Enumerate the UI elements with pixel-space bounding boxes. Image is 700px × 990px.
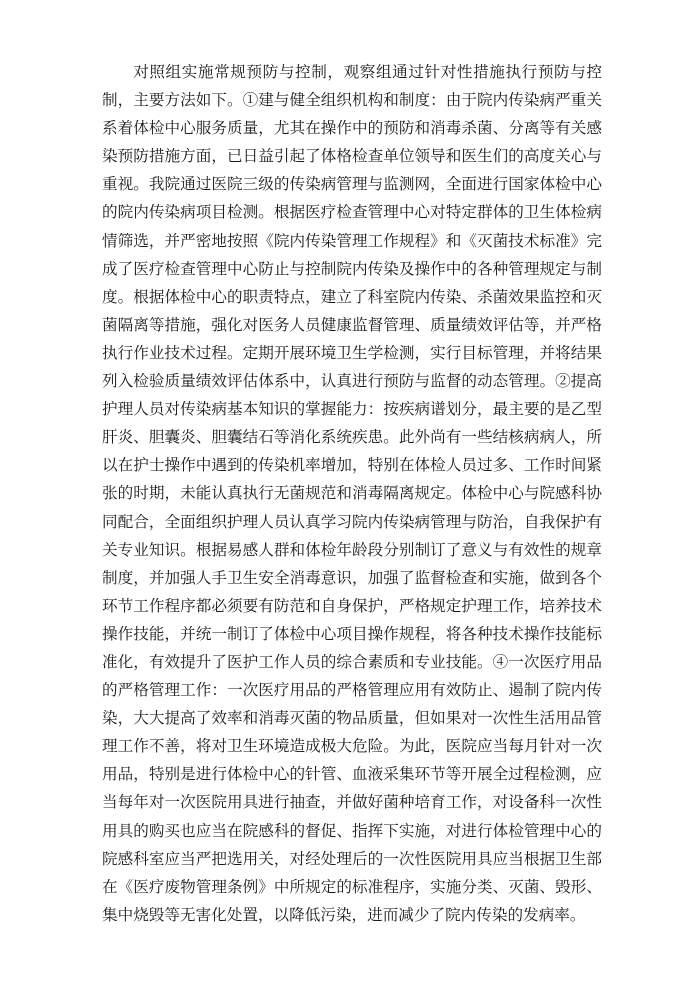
body-paragraph: 对照组实施常规预防与控制，观察组通过针对性措施执行预防与控制，主要方法如下。①建与健全组织机构和制度：由于院内传染病严重关系着体检中心服务质量，尤其在操作中的预防和消毒杀菌、分离等有关感染预防措施方面，已日益引起了体格检查单位领导和医生们的高度关心与重视。我院通过医院三级的传染病管理与监测网，全面进行国家体检中心的院内传染病项目检测。根据医疗检查管理中心对特定群体的卫生体检病情筛选，并严密地按照《院内传染管理工作规程》和《灭菌技术标准》完成了医疗检查管理中心防止与控制院内传染及操作中的各种管理规定与制度。根据体检中心的职责特点，建立了科室院内传染、杀菌效果监控和灭菌隔离等措施，强化对医务人员健康监督管理、质量绩效评估等，并严格执行作业技术过程。定期开展环境卫生学检测，实行目标管理，并将结果列入检验质量绩效评估体系中，认真进行预防与监督的动态管理。②提高护理人员对传染病基本知识的掌握能力：按疾病谱划分，最主要的是乙型肝炎、胆囊炎、胆囊结石等消化系统疾患。此外尚有一些结核病病人，所以在护士操作中遇到的传染机率增加，特别在体检人员过多、工作时间紧张的时期，未能认真执行无菌规范和消毒隔离规定。体检中心与院感科协同配合，全面组织护理人员认真学习院内传染病管理与防治，自我保护有关专业知识。根据易感人群和体检年龄段分别制订了意义与有效性的规章制度，并加强人手卫生安全消毒意识，加强了监督检查和实施，做到各个环节工作程序都必须要有防范和自身保护，严格规定护理工作，培养技术操作技能，并统一制订了体检中心项目操作规程，将各种技术操作技能标准化，有效提升了医护工作人员的综合素质和专业技能。④一次医疗用品的严格管理工作：一次医疗用品的严格管理应用有效防止、遏制了院内传染，大大提高了效率和消毒灭菌的物品质量，但如果对一次性生活用品管理工作不善，将对卫生环境造成极大危险。为此，医院应当每月针对一次用品，特别是进行体检中心的针管、血液采集环节等开展全过程检测，应当每年对一次医院用具进行抽查，并做好菌种培育工作，对设备科一次性用具的购买也应当在院感科的督促、指挥下实施，对进行体检管理中心的院感科室应当严把选用关，对经处理后的一次性医院用具应当根据卫生部在《医疗废物管理条例》中所规定的标准程序，实施分类、灭菌、毁形、集中烧毁等无害化处置，以降低污染，进而减少了院内传染的发病率。 — [102, 63, 602, 924]
